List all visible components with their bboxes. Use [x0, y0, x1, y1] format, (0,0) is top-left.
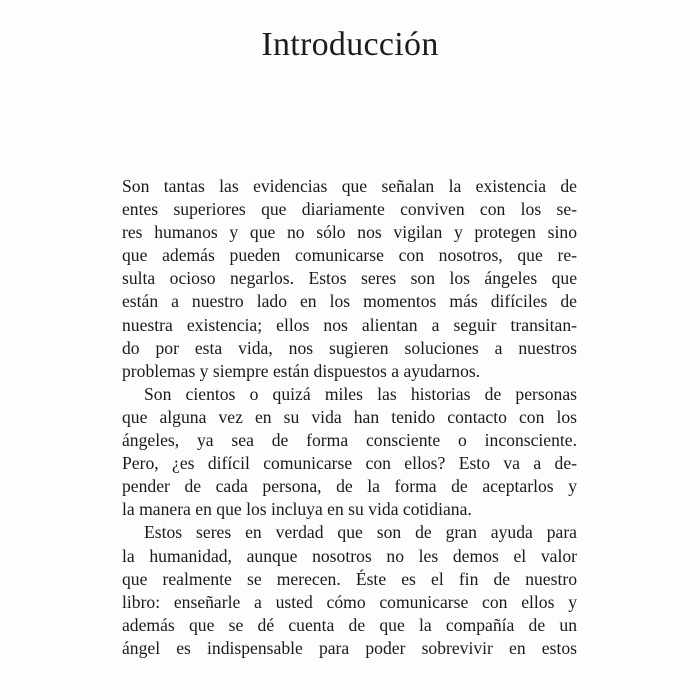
text-line: Estos seres en verdad que son de gran ayuda para [144, 522, 577, 543]
text-line: res humanos y que no sólo nos vigilan y protegen sino [122, 222, 577, 243]
text-line: que además pueden comunicarse con nosotros, que re- [122, 245, 577, 266]
paragraph-3 [122, 521, 577, 660]
text-line: la manera en que los incluya en su vida cotidiana. [122, 499, 472, 520]
text-line: están a nuestro lado en los momentos más difíciles de [122, 291, 577, 312]
chapter-body [122, 175, 577, 660]
text-line: Son tantas las evidencias que señalan la existencia de [122, 176, 577, 196]
paragraph-2 [122, 383, 577, 522]
text-line: nuestra existencia; ellos nos alientan a seguir transitan- [122, 314, 577, 335]
text-line: ángeles, ya sea de forma consciente o inconsciente. [122, 430, 577, 451]
text-line: problemas y siempre están dispuestos a ayudarnos. [122, 360, 481, 381]
text-line: ángel es indispensable para poder sobrevivir en estos [122, 637, 577, 658]
paragraph-1 [122, 175, 577, 383]
text-line: sulta ocioso negarlos. Estos seres son los ángeles que [122, 268, 577, 289]
text-line: libro: enseñarle a usted cómo comunicarse con ellos y [122, 591, 577, 612]
text-line: pender de cada persona, de la forma de aceptarlos y [122, 476, 577, 497]
text-line: que realmente se merecen. Éste es el fin de nuestro [122, 568, 577, 589]
chapter-title: Introducción [261, 26, 439, 63]
text-line: la humanidad, aunque nosotros no les demos el valor [122, 545, 577, 566]
text-line: do por esta vida, nos sugieren soluciones a nuestros [122, 337, 577, 358]
text-line: que alguna vez en su vida han tenido contacto con los [122, 406, 577, 427]
text-line: Pero, ¿es difícil comunicarse con ellos? Esto va a de- [122, 453, 577, 474]
text-line: Son cientos o quizá miles las historias de personas [144, 383, 577, 404]
text-line: además que se dé cuenta de que la compañía de un [122, 614, 577, 635]
text-line: entes superiores que diariamente conviven con los se- [122, 199, 577, 220]
